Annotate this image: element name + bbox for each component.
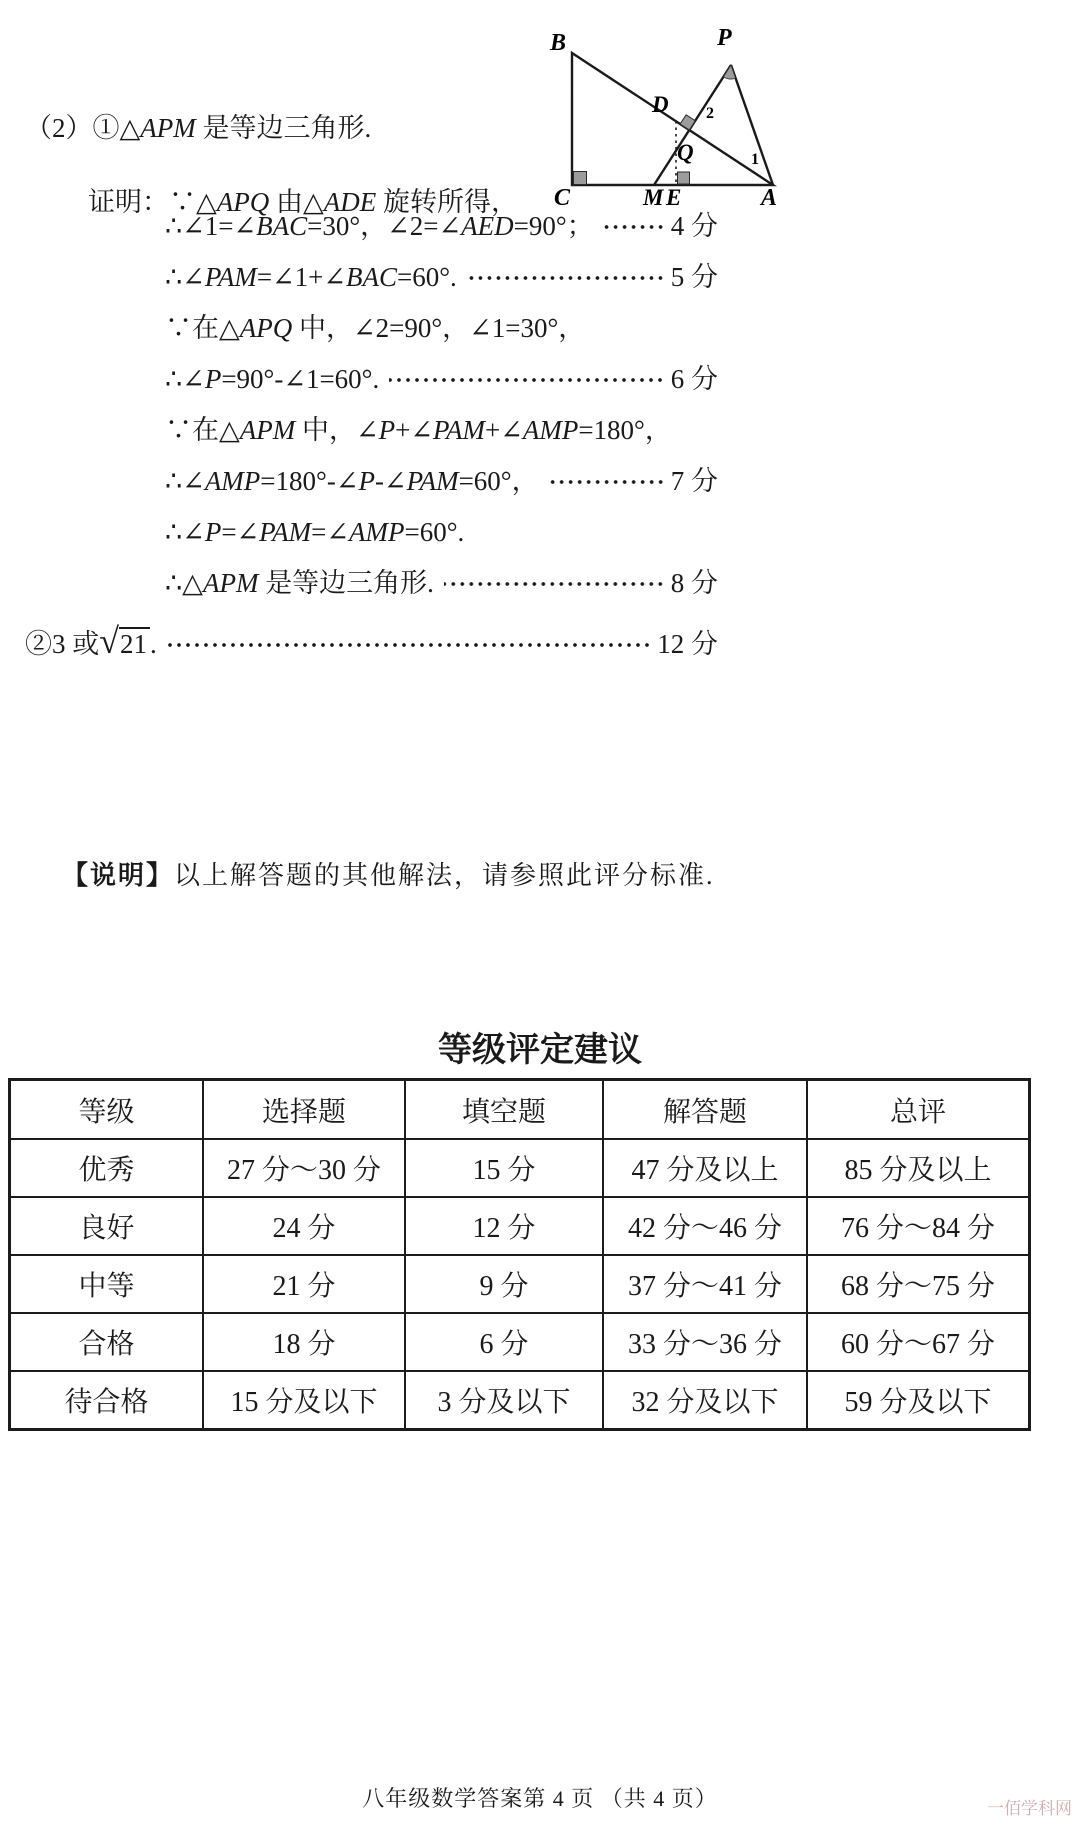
triangle-bca xyxy=(572,53,773,185)
note-text: 以上解答题的其他解法，请参照此评分标准. xyxy=(174,861,715,890)
table-cell: 33 分～36 分 xyxy=(603,1313,807,1371)
proof-line xyxy=(165,465,718,499)
proof-line xyxy=(165,414,718,448)
score-label: 5 分 xyxy=(670,262,718,292)
proof-line xyxy=(165,567,718,601)
score-label: 7 分 xyxy=(670,466,718,496)
table-cell: 15 分 xyxy=(405,1139,603,1197)
vertex-label-a: A xyxy=(761,185,778,208)
note-label: 【说明】 xyxy=(62,861,175,890)
part2-prefix: ②3 或 xyxy=(25,629,100,659)
table-row xyxy=(10,1371,1030,1430)
table-header-row xyxy=(10,1080,1030,1140)
right-angle-mark-e xyxy=(678,172,690,184)
table-cell: 中等 xyxy=(10,1255,204,1313)
table-cell: 68 分～75 分 xyxy=(807,1255,1030,1313)
grading-note xyxy=(62,855,715,892)
table-cell: 47 分及以上 xyxy=(603,1139,807,1197)
proof-line xyxy=(165,210,718,244)
proof-statement: ∵在△APM 中，∠P+∠PAM+∠AMP=180°， xyxy=(165,415,672,445)
page-footer: 八年级数学答案第 4 页 （共 4 页） xyxy=(362,1786,718,1811)
dot-leader xyxy=(549,478,665,486)
proof-intro: 证明：∵△APQ 由△ADE 旋转所得， xyxy=(88,187,518,217)
dot-leader xyxy=(604,223,665,231)
right-angle-mark-q xyxy=(680,115,695,130)
score-label: 8 分 xyxy=(670,568,718,598)
vertex-label-p: P xyxy=(717,25,732,51)
vertex-label-b: B xyxy=(550,30,567,56)
proof-line xyxy=(165,261,718,295)
vertex-label-d: D xyxy=(652,92,669,117)
watermark: 一佰学科网 xyxy=(987,1799,1072,1818)
table-cell: 15 分及以下 xyxy=(203,1371,405,1430)
sqrt-radical xyxy=(99,621,150,662)
table-cell: 59 分及以下 xyxy=(807,1371,1030,1430)
part2-suffix: . xyxy=(150,629,157,659)
vertex-label-q: Q xyxy=(677,140,694,165)
table-cell: 76 分～84 分 xyxy=(807,1197,1030,1255)
proof-line xyxy=(165,312,718,346)
table-cell: 42 分～46 分 xyxy=(603,1197,807,1255)
table-cell: 21 分 xyxy=(203,1255,405,1313)
table-cell: 24 分 xyxy=(203,1197,405,1255)
col-header-choice: 选择题 xyxy=(203,1080,405,1140)
proof-line xyxy=(165,363,718,397)
radical-sign: √ xyxy=(99,621,120,661)
table-row xyxy=(10,1139,1030,1197)
table-row xyxy=(10,1313,1030,1371)
table-row xyxy=(10,1255,1030,1313)
table-cell: 85 分及以上 xyxy=(807,1139,1030,1197)
solution-heading: （2）①△APM 是等边三角形. xyxy=(25,113,372,143)
table-cell: 37 分～41 分 xyxy=(603,1255,807,1313)
table-cell: 合格 xyxy=(10,1313,204,1371)
proof-line xyxy=(165,516,718,550)
table-cell: 6 分 xyxy=(405,1313,603,1371)
table-cell: 60 分～67 分 xyxy=(807,1313,1030,1371)
dot-leader xyxy=(167,641,651,649)
geometry-diagram xyxy=(530,8,830,208)
table-cell: 9 分 xyxy=(405,1255,603,1313)
vertex-label-m: M xyxy=(643,185,664,208)
proof-statement: ∴∠AMP=180°-∠P-∠PAM=60°， xyxy=(165,466,539,496)
col-header-solve: 解答题 xyxy=(603,1080,807,1140)
grade-table xyxy=(8,1078,1031,1431)
table-cell: 待合格 xyxy=(10,1371,204,1430)
vertex-label-e: E xyxy=(666,185,682,208)
angle-label-2: 2 xyxy=(706,105,714,122)
radicand: 21 xyxy=(119,627,150,659)
part2-answer-line xyxy=(25,621,718,662)
proof-statement: ∴∠P=∠PAM=∠AMP=60°. xyxy=(165,517,465,547)
table-cell: 3 分及以下 xyxy=(405,1371,603,1430)
col-header-blank: 填空题 xyxy=(405,1080,603,1140)
dot-leader xyxy=(467,274,665,282)
col-header-grade: 等级 xyxy=(10,1080,204,1140)
proof-statement: ∵在△APQ 中，∠2=90°，∠1=30°， xyxy=(165,313,586,343)
col-header-overall: 总评 xyxy=(807,1080,1030,1140)
table-cell: 12 分 xyxy=(405,1197,603,1255)
proof-statement: ∴∠PAM=∠1+∠BAC=60°. xyxy=(165,262,457,292)
grade-table-title: 等级评定建议 xyxy=(438,1031,642,1069)
table-cell: 良好 xyxy=(10,1197,204,1255)
proof-statement: ∴∠P=90°-∠1=60°. xyxy=(165,364,380,394)
dot-leader xyxy=(389,376,665,384)
table-row xyxy=(10,1197,1030,1255)
vertex-label-c: C xyxy=(554,185,571,208)
table-cell: 32 分及以下 xyxy=(603,1371,807,1430)
table-cell: 27 分～30 分 xyxy=(203,1139,405,1197)
score-label: 12 分 xyxy=(657,629,718,659)
proof-statement: ∴∠1=∠BAC=30°，∠2=∠AED=90°； xyxy=(165,211,594,241)
angle-label-1: 1 xyxy=(751,151,759,168)
proof-statement: ∴△APM 是等边三角形. xyxy=(165,568,434,598)
dot-leader xyxy=(444,580,665,588)
table-cell: 18 分 xyxy=(203,1313,405,1371)
table-cell: 优秀 xyxy=(10,1139,204,1197)
right-angle-mark-c xyxy=(574,172,587,185)
score-label: 4 分 xyxy=(670,211,718,241)
score-label: 6 分 xyxy=(670,364,718,394)
